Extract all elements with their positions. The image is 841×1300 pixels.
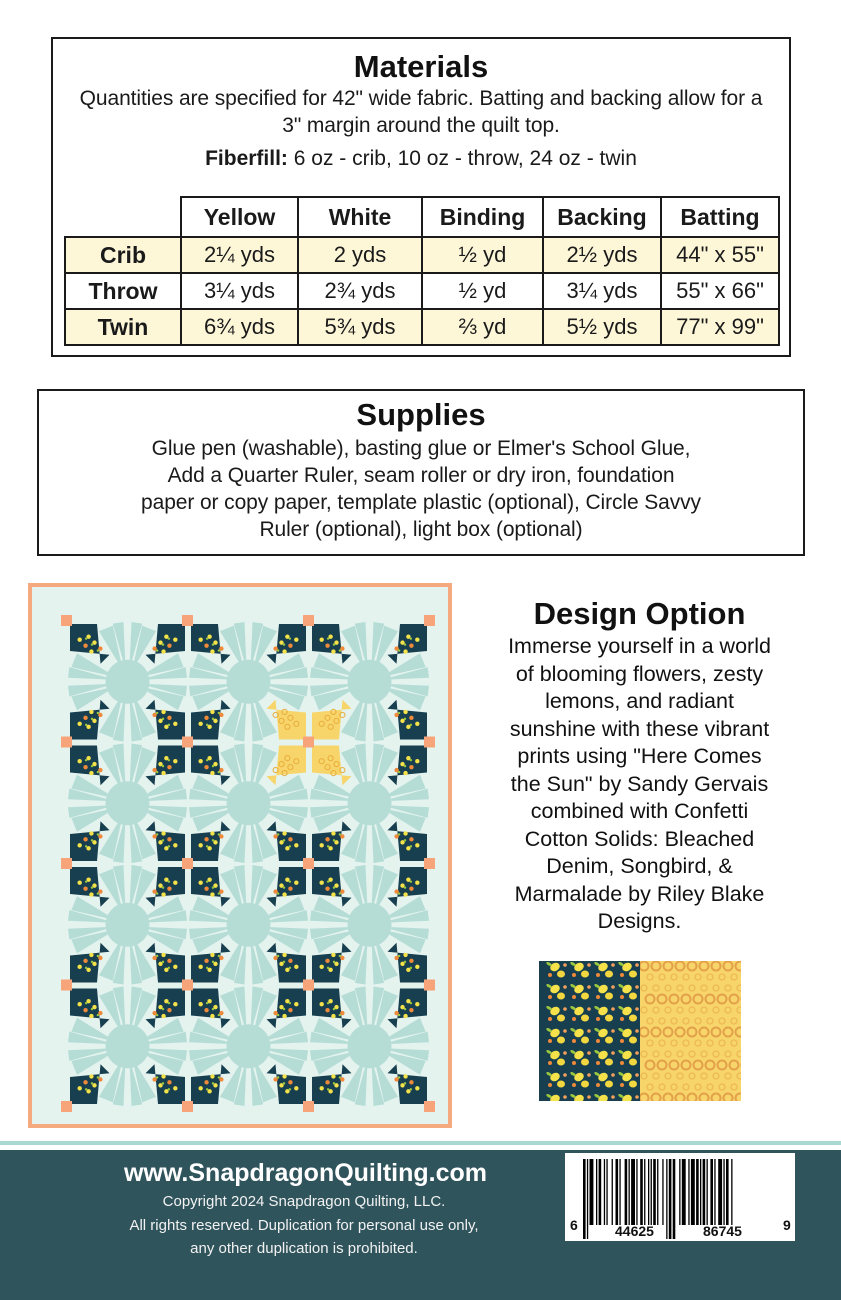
table-corner-blank — [65, 197, 181, 237]
description-line: Marmalade by Riley Blake — [514, 881, 765, 906]
column-header-backing: Backing — [543, 197, 661, 237]
column-header-white: White — [298, 197, 422, 237]
description-line: of blooming flowers, zesty — [515, 661, 764, 686]
supplies-line: Add a Quarter Ruler, seam roller or dry iron, foundation — [167, 464, 675, 487]
swatch-navy-lemon-floral — [539, 961, 640, 1101]
column-header-binding: Binding — [422, 197, 543, 237]
column-header-batting: Batting — [661, 197, 779, 237]
copyright-line: any other duplication is prohibited. — [190, 1240, 418, 1257]
barcode-group-2: 86745 — [703, 1223, 742, 1239]
column-header-yellow: Yellow — [181, 197, 298, 237]
barcode-group-1: 44625 — [615, 1223, 654, 1239]
description-line: prints using "Here Comes — [517, 744, 762, 768]
fiberfill-value: 6 oz - crib, 10 oz - throw, 24 oz - twin — [287, 147, 637, 170]
description-line: combined with Confetti — [530, 799, 749, 823]
quilt-pattern-graphic — [32, 587, 448, 1124]
table-cell: 2¾ yds — [298, 273, 422, 309]
fiberfill-line — [53, 145, 789, 172]
row-label-twin: Twin — [65, 309, 181, 345]
table-cell: 44" x 55" — [661, 237, 779, 273]
barcode-bars-graphic — [565, 1153, 795, 1241]
barcode-right-digit: 9 — [783, 1217, 791, 1233]
description-line: Cotton Solids: Bleached — [524, 826, 755, 851]
table-row-twin — [65, 309, 779, 345]
description-line: sunshine with these vibrant — [509, 716, 770, 741]
copyright-line: All rights reserved. Duplication for personal use only, — [129, 1216, 479, 1234]
supplies-title: Supplies — [356, 397, 486, 432]
description-line: Denim, Songbird, & — [546, 854, 733, 878]
row-label-throw: Throw — [65, 273, 181, 309]
supplies-box — [37, 389, 805, 556]
supplies-line: Glue pen (washable), basting glue or Elmer's School Glue, — [151, 437, 691, 460]
description-line: the Sun" by Sandy Gervais — [510, 771, 769, 796]
copyright-notice — [30, 1190, 578, 1261]
copyright-line: Copyright 2024 Snapdragon Quilting, LLC. — [162, 1193, 446, 1210]
table-row-crib — [65, 237, 779, 273]
materials-description: Quantities are specified for 42" wide fabric. Batting and backing allow for a 3" margin around the quilt top. — [79, 87, 763, 137]
table-cell: 6¾ yds — [181, 309, 298, 345]
table-cell: 2 yds — [298, 237, 422, 273]
table-cell: ½ yd — [422, 237, 543, 273]
materials-title: Materials — [353, 49, 489, 84]
row-label-crib: Crib — [65, 237, 181, 273]
table-cell: 3¼ yds — [543, 273, 661, 309]
fabric-swatches — [539, 961, 741, 1101]
navy-floral-print-graphic — [539, 961, 640, 1101]
supplies-line: paper or copy paper, template plastic (optional), Circle Savvy — [141, 491, 701, 514]
upc-barcode — [565, 1153, 795, 1241]
table-cell: ⅔ yd — [422, 309, 543, 345]
table-row-throw — [65, 273, 779, 309]
table-cell: 5¾ yds — [298, 309, 422, 345]
table-cell: 55" x 66" — [661, 273, 779, 309]
fiberfill-label: Fiberfill: — [205, 147, 288, 170]
table-cell: 2½ yds — [543, 237, 661, 273]
description-line: Immerse yourself in a world — [508, 634, 771, 658]
table-cell: 2¼ yds — [181, 237, 298, 273]
table-cell: 77" x 99" — [661, 309, 779, 345]
materials-table — [64, 196, 780, 346]
supplies-list — [39, 435, 803, 543]
website-link[interactable]: www.SnapdragonQuilting.com — [124, 1159, 487, 1187]
table-cell: ½ yd — [422, 273, 543, 309]
table-cell: 3¼ yds — [181, 273, 298, 309]
swatch-yellow-circle-print — [640, 961, 741, 1101]
design-option-section — [462, 595, 817, 936]
barcode-left-digit: 6 — [570, 1217, 578, 1233]
quilt-illustration — [28, 583, 452, 1128]
design-option-description — [462, 633, 817, 936]
materials-box — [51, 37, 791, 357]
table-header-row — [65, 197, 779, 237]
footer-accent-line — [0, 1141, 841, 1145]
yellow-circle-print-graphic — [640, 961, 741, 1101]
design-option-title: Design Option — [533, 596, 746, 631]
description-line: Designs. — [597, 909, 682, 933]
supplies-line: Ruler (optional), light box (optional) — [259, 518, 583, 541]
table-cell: 5½ yds — [543, 309, 661, 345]
description-line: lemons, and radiant — [545, 689, 734, 713]
